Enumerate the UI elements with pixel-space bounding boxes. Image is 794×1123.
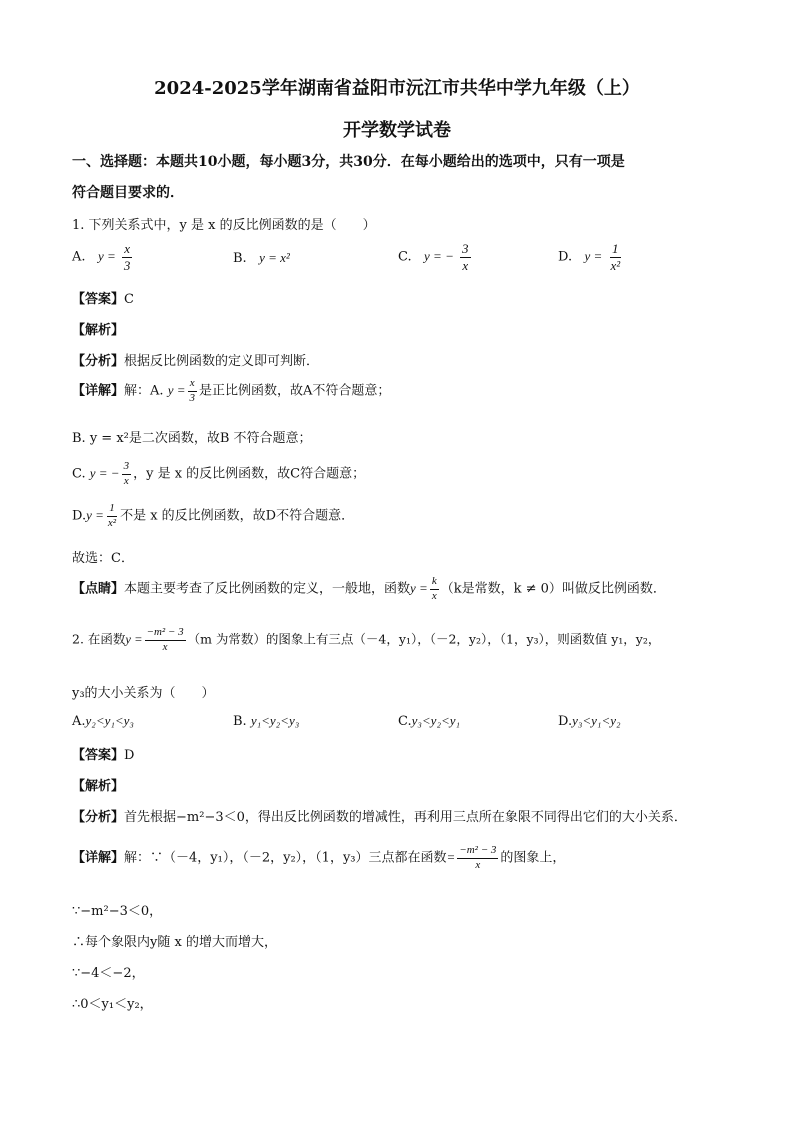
q1-detail-c: C. y = − $\frac{3}{x}$ ，y 是 x 的反比例函数，故C符合题意； <box>72 460 366 487</box>
q2-step2: ∴每个象限内y随 x 的增大而增大， <box>72 935 277 950</box>
answer-tag: 【答案】 <box>72 748 125 763</box>
q2-answer <box>72 744 728 763</box>
q1-option-a <box>72 242 134 272</box>
q2-fenxi <box>72 806 728 825</box>
q1-analysis-tag: 【解析】 <box>72 323 125 338</box>
option-label: A. <box>72 249 86 265</box>
q2-option-c: C.y₃<y₂<y₁ <box>398 713 461 729</box>
q1-detail-b: B. y = x²是二次函数，故B 不符合题意； <box>72 431 312 446</box>
inline-fraction: $\frac{k}{x}$ <box>431 575 437 602</box>
inline-fraction: $\frac{\text{−m² − 3}}{x}$ <box>146 626 184 653</box>
option-lhs: y = <box>584 248 603 264</box>
option-text: y = x² <box>259 250 290 265</box>
option-label: D. <box>558 249 573 265</box>
option-fraction: $\frac{1}{\text{x²}}$ <box>610 241 621 273</box>
fenxi-tag: 【分析】 <box>72 810 125 825</box>
q2-stem: 2. 在函数y = $\frac{\text{−m² − 3}}{x}$ （m 为常数）的图象上有三点（－4，y₁），（－2，y₂），（1，y₃），则函数值 y₁，y₂， <box>72 626 661 653</box>
q1-dianjing: 【点睛】本题主要考查了反比例函数的定义，一般地，函数y = $\frac{k}{x}$ （k是常数，k ≠ 0）叫做反比例函数． <box>72 575 666 602</box>
q1-option-c <box>398 242 473 272</box>
q1-option-b <box>233 250 290 266</box>
inline-fraction: $\frac{x}{3}$ <box>189 377 195 404</box>
q1-stem: 1. 下列关系式中，y 是 x 的反比例函数的是（ ） <box>72 218 376 233</box>
option-label: C. <box>398 249 412 265</box>
q1-choose: 故选：C． <box>72 551 134 566</box>
q2-step4: ∴0＜y₁＜y₂， <box>72 997 153 1012</box>
q1-option-d <box>558 242 624 272</box>
q2-option-a: A.y₂<y₁<y₃ <box>72 713 134 729</box>
inline-fraction: $\frac{\text{−m² − 3}}{x}$ <box>459 844 497 871</box>
detail-tag: 【详解】 <box>72 383 125 399</box>
q1-detail-a: 【详解】解：A. y = $\frac{x}{3}$ 是正比例函数，故A不符合题意； <box>72 377 391 404</box>
doc-title-line1: 2024-2025学年湖南省益阳市沅江市共华中学九年级（上） <box>154 78 640 99</box>
q2-detail: 【详解】解：∵（－4，y₁），（－2，y₂），（1，y₃）三点都在函数= $\frac{\text{−m² − 3}}{x}$ 的图象上， <box>72 844 566 871</box>
option-fraction: $\frac{3}{x}$ <box>462 241 469 273</box>
q2-option-d: D.y₃<y₁<y₂ <box>558 713 621 729</box>
q1-answer <box>72 288 728 307</box>
answer-value: D <box>124 748 135 763</box>
answer-tag: 【答案】 <box>72 292 125 307</box>
fenxi-text: 根据反比例函数的定义即可判断． <box>124 354 320 369</box>
option-lhs: y = <box>97 248 116 264</box>
option-label: B. <box>233 251 247 266</box>
option-fraction: $\frac{x}{3}$ <box>123 241 131 273</box>
q2-step1: ∵−m²−3＜0， <box>72 904 163 919</box>
option-lhs: y = − <box>424 248 454 264</box>
detail-tag: 【详解】 <box>72 850 125 866</box>
section-heading-cont: 符合题目要求的． <box>72 185 184 201</box>
section-heading: 一、选择题：本题共10小题，每小题3分，共30分．在每小题给出的选项中，只有一项是 <box>72 154 625 170</box>
q2-step3: ∵−4＜−2， <box>72 966 145 981</box>
fenxi-text: 首先根据−m²−3＜0，得出反比例函数的增减性，再利用三点所在象限不同得出它们的大小关系． <box>124 810 687 825</box>
dianjing-tag: 【点睛】 <box>72 581 125 597</box>
q2-analysis-tag: 【解析】 <box>72 779 125 794</box>
inline-fraction: $\frac{1}{\text{x²}}$ <box>107 502 117 529</box>
doc-title-line2: 开学数学试卷 <box>343 120 451 141</box>
inline-fraction: $\frac{3}{x}$ <box>123 460 130 487</box>
q1-detail-d: D.y = $\frac{1}{\text{x²}}$ 不是 x 的反比例函数，故D不符合题意． <box>72 502 355 529</box>
q1-fenxi <box>72 350 728 369</box>
answer-value: C <box>124 292 134 307</box>
q2-option-b: B. y₁<y₂<y₃ <box>233 713 300 729</box>
fenxi-tag: 【分析】 <box>72 354 125 369</box>
q2-stem-line2: y₃的大小关系为（ ） <box>72 686 215 701</box>
